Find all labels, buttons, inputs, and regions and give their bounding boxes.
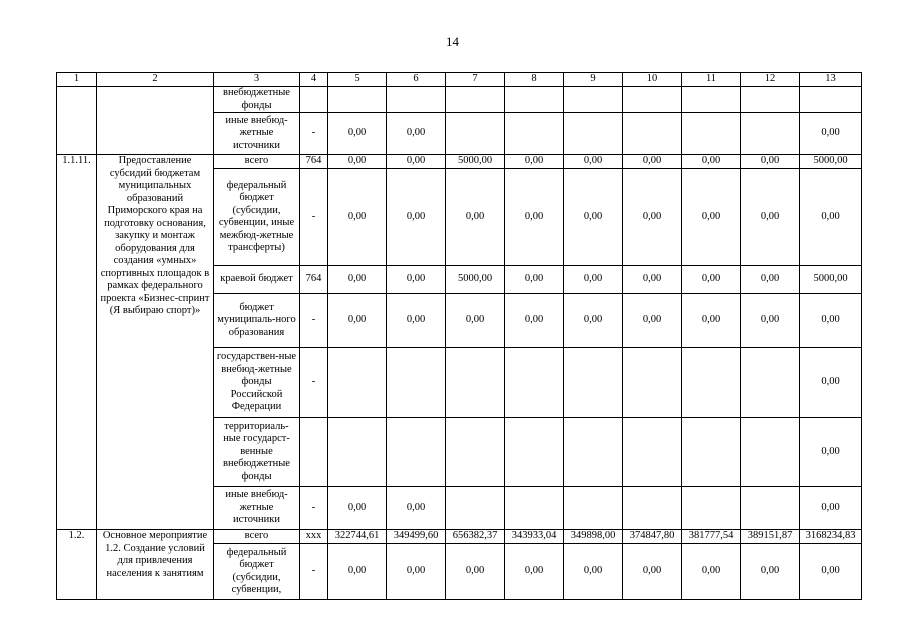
value-cell — [564, 87, 623, 113]
value-cell — [564, 348, 623, 418]
value-cell: 0,00 — [328, 266, 387, 294]
column-number-row — [57, 73, 862, 87]
value-cell — [446, 487, 505, 530]
value-cell: 0,00 — [564, 155, 623, 169]
value-cell: 389151,87 — [741, 530, 800, 544]
value-cell: 349499,60 — [387, 530, 446, 544]
funding-source-cell: федеральный бюджет (субсидии, субвенции, — [214, 544, 300, 600]
kbk-cell — [300, 418, 328, 487]
column-number: 7 — [446, 73, 505, 87]
value-cell — [505, 348, 564, 418]
funding-source-cell: бюджет муниципаль-ного образования — [214, 294, 300, 348]
column-number: 6 — [387, 73, 446, 87]
value-cell: 0,00 — [741, 544, 800, 600]
value-cell — [446, 348, 505, 418]
value-cell: 0,00 — [564, 544, 623, 600]
value-cell: 0,00 — [446, 294, 505, 348]
table-row — [57, 155, 862, 169]
value-cell — [741, 487, 800, 530]
value-cell: 0,00 — [800, 487, 862, 530]
value-cell — [505, 113, 564, 155]
column-number: 10 — [623, 73, 682, 87]
value-cell: 0,00 — [387, 487, 446, 530]
value-cell — [623, 418, 682, 487]
funding-source-cell: внебюджетные фонды — [214, 87, 300, 113]
value-cell: 0,00 — [328, 294, 387, 348]
column-number: 5 — [328, 73, 387, 87]
column-number: 13 — [800, 73, 862, 87]
kbk-cell: 764 — [300, 266, 328, 294]
value-cell: 0,00 — [741, 294, 800, 348]
column-number: 1 — [57, 73, 97, 87]
value-cell: 5000,00 — [800, 266, 862, 294]
value-cell — [446, 87, 505, 113]
kbk-cell: - — [300, 113, 328, 155]
value-cell: 0,00 — [800, 544, 862, 600]
value-cell: 656382,37 — [446, 530, 505, 544]
funding-source-cell: федеральный бюджет (субсидии, субвенции, иные межбюд-жетные трансферты) — [214, 169, 300, 266]
value-cell: 0,00 — [623, 155, 682, 169]
value-cell: 5000,00 — [800, 155, 862, 169]
value-cell: 0,00 — [682, 544, 741, 600]
value-cell: 0,00 — [446, 544, 505, 600]
value-cell: 0,00 — [387, 544, 446, 600]
value-cell: 0,00 — [741, 266, 800, 294]
value-cell — [564, 113, 623, 155]
budget-table — [56, 72, 862, 600]
column-number: 11 — [682, 73, 741, 87]
value-cell — [682, 113, 741, 155]
value-cell: 0,00 — [682, 155, 741, 169]
value-cell: 0,00 — [623, 169, 682, 266]
table-row — [57, 87, 862, 113]
value-cell — [446, 113, 505, 155]
value-cell — [505, 87, 564, 113]
kbk-cell: - — [300, 487, 328, 530]
kbk-cell: - — [300, 348, 328, 418]
value-cell: 0,00 — [387, 155, 446, 169]
funding-source-cell: всего — [214, 530, 300, 544]
funding-source-cell: территориаль-ные государст-венные внебюджетные фонды — [214, 418, 300, 487]
funding-source-cell: краевой бюджет — [214, 266, 300, 294]
funding-source-cell: государствен-ные внебюд-жетные фонды Российской Федерации — [214, 348, 300, 418]
value-cell — [741, 113, 800, 155]
value-cell: 0,00 — [387, 266, 446, 294]
value-cell — [682, 487, 741, 530]
funding-source-cell: иные внебюд-жетные источники — [214, 487, 300, 530]
value-cell: 0,00 — [741, 155, 800, 169]
value-cell — [623, 487, 682, 530]
value-cell: 343933,04 — [505, 530, 564, 544]
value-cell — [328, 418, 387, 487]
value-cell — [387, 87, 446, 113]
item-name-cell: Основное мероприятие 1.2. Создание условий для привлечения населения к занятиям — [97, 530, 214, 600]
value-cell — [682, 87, 741, 113]
value-cell: 0,00 — [800, 348, 862, 418]
value-cell — [564, 418, 623, 487]
value-cell: 0,00 — [682, 294, 741, 348]
item-code-cell — [57, 87, 97, 155]
value-cell — [328, 87, 387, 113]
column-number: 4 — [300, 73, 328, 87]
value-cell — [741, 418, 800, 487]
column-number: 3 — [214, 73, 300, 87]
value-cell — [741, 87, 800, 113]
funding-source-cell: всего — [214, 155, 300, 169]
column-number: 9 — [564, 73, 623, 87]
value-cell — [682, 418, 741, 487]
value-cell — [741, 348, 800, 418]
value-cell — [387, 348, 446, 418]
item-name-cell: Предоставление субсидий бюджетам муниципальных образований Приморского края на подготовку основания, закупку и монтаж оборудования для создания «умных» спортивных площадок в рамках федерального проекта «Бизнес-спринт (Я выбираю спорт)» — [97, 155, 214, 530]
value-cell — [623, 87, 682, 113]
kbk-cell — [300, 87, 328, 113]
value-cell — [564, 487, 623, 530]
value-cell: 5000,00 — [446, 155, 505, 169]
kbk-cell: - — [300, 544, 328, 600]
value-cell: 0,00 — [505, 266, 564, 294]
page-number: 14 — [446, 34, 459, 49]
value-cell — [387, 418, 446, 487]
value-cell — [328, 348, 387, 418]
value-cell: 0,00 — [328, 487, 387, 530]
value-cell: 3168234,83 — [800, 530, 862, 544]
value-cell: 0,00 — [446, 169, 505, 266]
value-cell: 0,00 — [328, 544, 387, 600]
kbk-cell: 764 — [300, 155, 328, 169]
value-cell: 0,00 — [682, 266, 741, 294]
column-number: 2 — [97, 73, 214, 87]
value-cell — [505, 487, 564, 530]
value-cell: 0,00 — [387, 169, 446, 266]
value-cell: 0,00 — [505, 544, 564, 600]
value-cell: 381777,54 — [682, 530, 741, 544]
value-cell: 0,00 — [564, 169, 623, 266]
kbk-cell: - — [300, 169, 328, 266]
value-cell: 0,00 — [800, 294, 862, 348]
value-cell: 0,00 — [682, 169, 741, 266]
column-number: 8 — [505, 73, 564, 87]
value-cell: 0,00 — [328, 169, 387, 266]
value-cell: 0,00 — [800, 113, 862, 155]
value-cell: 0,00 — [800, 418, 862, 487]
table-row — [57, 530, 862, 544]
value-cell — [446, 418, 505, 487]
value-cell: 0,00 — [800, 169, 862, 266]
value-cell: 349898,00 — [564, 530, 623, 544]
item-code-cell: 1.1.11. — [57, 155, 97, 530]
value-cell — [800, 87, 862, 113]
value-cell: 0,00 — [623, 294, 682, 348]
funding-source-cell: иные внебюд-жетные источники — [214, 113, 300, 155]
value-cell: 0,00 — [505, 155, 564, 169]
value-cell: 0,00 — [328, 155, 387, 169]
value-cell: 5000,00 — [446, 266, 505, 294]
value-cell: 0,00 — [328, 113, 387, 155]
value-cell: 0,00 — [623, 266, 682, 294]
value-cell: 0,00 — [505, 169, 564, 266]
value-cell: 0,00 — [564, 266, 623, 294]
value-cell: 0,00 — [505, 294, 564, 348]
value-cell — [682, 348, 741, 418]
value-cell — [623, 113, 682, 155]
value-cell: 0,00 — [387, 113, 446, 155]
value-cell: 322744,61 — [328, 530, 387, 544]
value-cell: 0,00 — [564, 294, 623, 348]
column-number: 12 — [741, 73, 800, 87]
value-cell — [505, 418, 564, 487]
kbk-cell: ххх — [300, 530, 328, 544]
value-cell: 0,00 — [741, 169, 800, 266]
value-cell: 0,00 — [623, 544, 682, 600]
value-cell: 374847,80 — [623, 530, 682, 544]
kbk-cell: - — [300, 294, 328, 348]
value-cell — [623, 348, 682, 418]
item-name-cell — [97, 87, 214, 155]
value-cell: 0,00 — [387, 294, 446, 348]
item-code-cell: 1.2. — [57, 530, 97, 600]
